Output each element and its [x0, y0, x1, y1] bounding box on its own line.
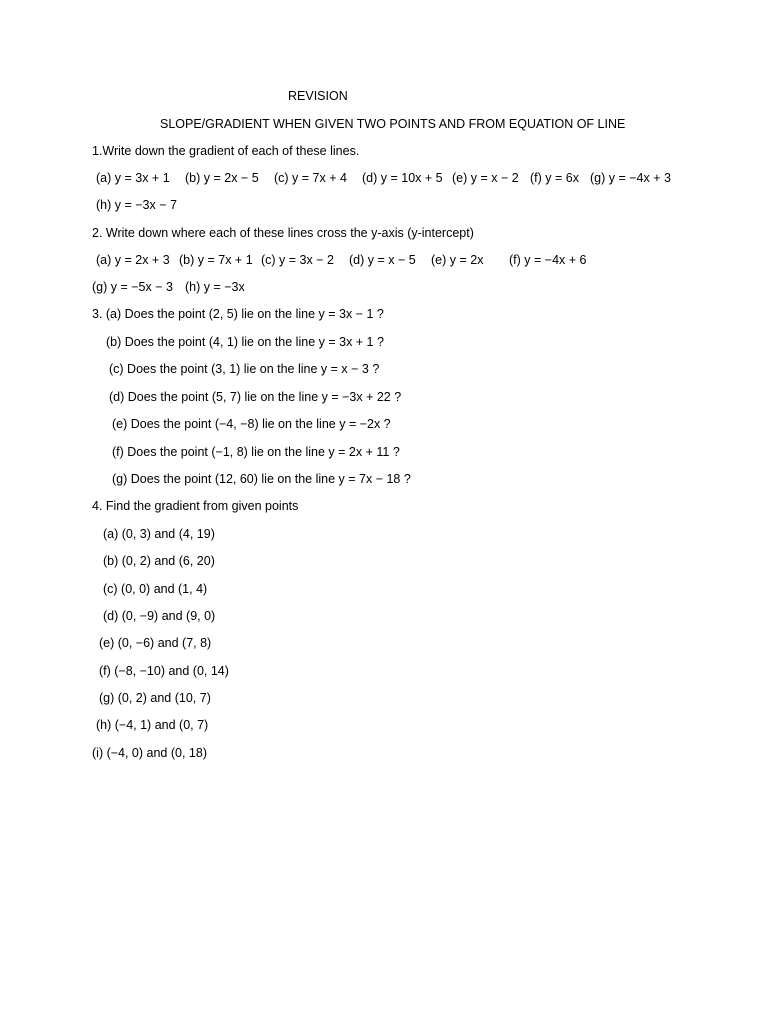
q4-item-h: (h) (−4, 1) and (0, 7) [96, 718, 209, 732]
q2-item-a: (a) y = 2x + 3 [96, 253, 170, 267]
q4-item-d: (d) (0, −9) and (9, 0) [103, 609, 216, 623]
q3-item-b: (b) Does the point (4, 1) lie on the line y = 3x + 1 ? [106, 335, 384, 349]
q2-item-d: (d) y = x − 5 [349, 253, 416, 267]
q3-item-f: (f) Does the point (−1, 8) lie on the line y = 2x + 11 ? [112, 445, 400, 459]
q4-item-e: (e) (0, −6) and (7, 8) [99, 636, 212, 650]
q2-item-e: (e) y = 2x [431, 253, 484, 267]
q1-prompt: 1.Write down the gradient of each of these lines. [92, 144, 360, 158]
q1-item-a: (a) y = 3x + 1 [96, 171, 170, 185]
q1-item-b: (b) y = 2x − 5 [185, 171, 259, 185]
q4-item-b: (b) (0, 2) and (6, 20) [103, 554, 215, 568]
q4-item-f: (f) (−8, −10) and (0, 14) [99, 664, 229, 678]
q2-prompt: 2. Write down where each of these lines cross the y-axis (y-intercept) [92, 226, 474, 240]
q1-item-e: (e) y = x − 2 [452, 171, 519, 185]
q3-item-a: 3. (a) Does the point (2, 5) lie on the line y = 3x − 1 ? [92, 307, 384, 321]
document-title: REVISION [288, 89, 348, 103]
q1-item-f: (f) y = 6x [530, 171, 579, 185]
q2-item-f: (f) y = −4x + 6 [509, 253, 587, 267]
q1-item-h: (h) y = −3x − 7 [96, 198, 177, 212]
q4-item-a: (a) (0, 3) and (4, 19) [103, 527, 215, 541]
q4-prompt: 4. Find the gradient from given points [92, 499, 299, 513]
document-subtitle: SLOPE/GRADIENT WHEN GIVEN TWO POINTS AND FROM EQUATION OF LINE [160, 117, 626, 131]
q2-item-g: (g) y = −5x − 3 [92, 280, 173, 294]
q3-item-d: (d) Does the point (5, 7) lie on the line y = −3x + 22 ? [109, 390, 402, 404]
q2-item-b: (b) y = 7x + 1 [179, 253, 253, 267]
q3-item-g: (g) Does the point (12, 60) lie on the line y = 7x − 18 ? [112, 472, 411, 486]
q2-item-c: (c) y = 3x − 2 [261, 253, 334, 267]
q2-item-h: (h) y = −3x [185, 280, 245, 294]
q4-item-c: (c) (0, 0) and (1, 4) [103, 582, 208, 596]
q3-item-c: (c) Does the point (3, 1) lie on the line y = x − 3 ? [109, 362, 380, 376]
q3-item-e: (e) Does the point (−4, −8) lie on the line y = −2x ? [112, 417, 391, 431]
q4-item-g: (g) (0, 2) and (10, 7) [99, 691, 211, 705]
q1-item-d: (d) y = 10x + 5 [362, 171, 443, 185]
q1-item-g: (g) y = −4x + 3 [590, 171, 671, 185]
q4-item-i: (i) (−4, 0) and (0, 18) [92, 746, 207, 760]
q1-item-c: (c) y = 7x + 4 [274, 171, 347, 185]
